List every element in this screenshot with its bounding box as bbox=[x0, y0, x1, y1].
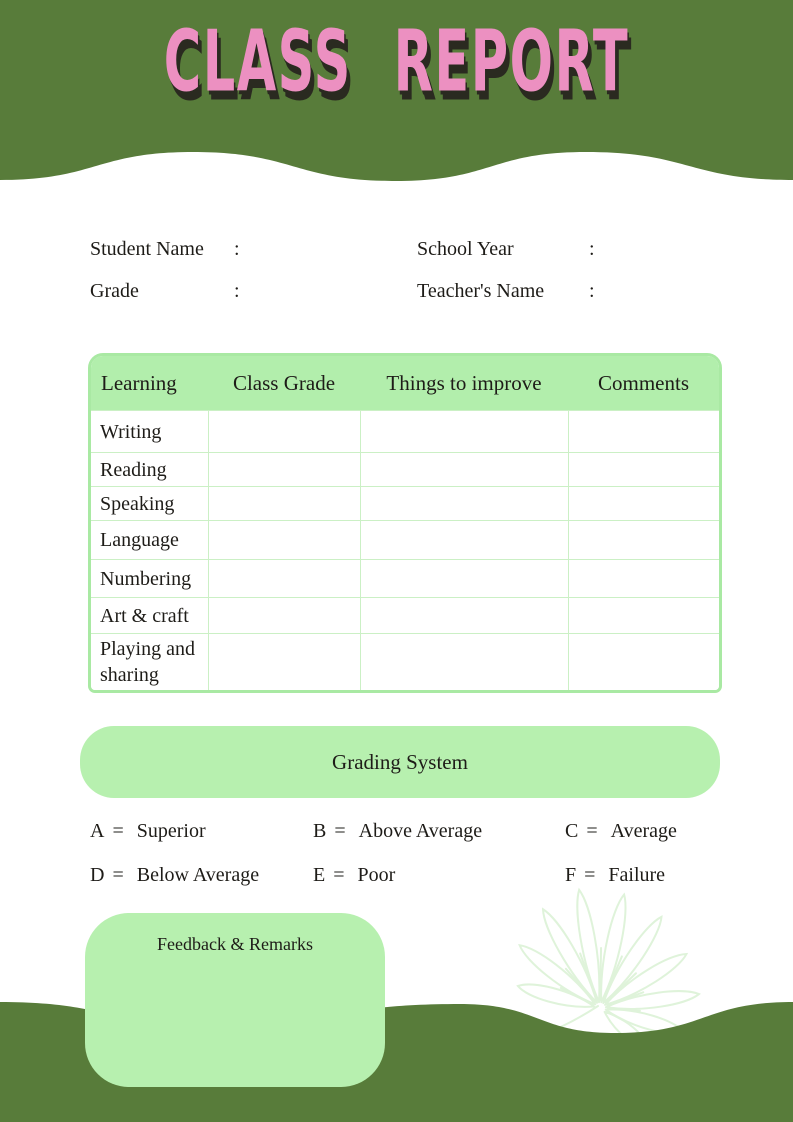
student-name-label: Student Name bbox=[90, 238, 204, 260]
grade-letter: C bbox=[565, 820, 579, 842]
table-header-row bbox=[91, 356, 719, 411]
cell-comments[interactable] bbox=[568, 598, 719, 634]
student-name-field bbox=[90, 236, 417, 263]
cell-comments[interactable] bbox=[568, 634, 719, 691]
legend-entry-d bbox=[90, 864, 313, 887]
school-year-label: School Year bbox=[417, 238, 514, 260]
equals-sign: = bbox=[112, 864, 124, 886]
cell-comments[interactable] bbox=[568, 560, 719, 598]
row-label: Language bbox=[91, 521, 208, 560]
cell-things-to-improve[interactable] bbox=[360, 634, 568, 691]
cell-class-grade[interactable] bbox=[208, 411, 360, 453]
feedback-title: Feedback & Remarks bbox=[157, 934, 313, 954]
grade-letter: F bbox=[565, 864, 577, 886]
grade-meaning: Above Average bbox=[358, 820, 483, 842]
header-things-to-improve: Things to improve bbox=[360, 356, 568, 411]
grade-field bbox=[90, 278, 417, 305]
cell-things-to-improve[interactable] bbox=[360, 487, 568, 521]
grade-meaning: Failure bbox=[608, 864, 666, 886]
cell-class-grade[interactable] bbox=[208, 598, 360, 634]
grade-label: Grade bbox=[90, 280, 139, 302]
table-row bbox=[91, 487, 719, 521]
grade-meaning: Poor bbox=[357, 864, 396, 886]
cell-things-to-improve[interactable] bbox=[360, 598, 568, 634]
equals-sign: = bbox=[586, 820, 598, 842]
cell-class-grade[interactable] bbox=[208, 634, 360, 691]
table-row bbox=[91, 453, 719, 487]
student-name-value[interactable] bbox=[248, 236, 417, 263]
table-row bbox=[91, 598, 719, 634]
cell-comments[interactable] bbox=[568, 453, 719, 487]
table-row bbox=[91, 634, 719, 691]
header-class-grade: Class Grade bbox=[208, 356, 360, 411]
equals-sign: = bbox=[112, 820, 124, 842]
table-row bbox=[91, 560, 719, 598]
cell-class-grade[interactable] bbox=[208, 560, 360, 598]
grade-meaning: Superior bbox=[136, 820, 206, 842]
grade-meaning: Average bbox=[610, 820, 677, 842]
legend-entry-f bbox=[565, 864, 708, 887]
colon: : bbox=[589, 238, 595, 260]
row-label: Reading bbox=[91, 453, 208, 487]
grade-meaning: Below Average bbox=[136, 864, 260, 886]
grading-system-title: Grading System bbox=[332, 749, 468, 774]
equals-sign: = bbox=[334, 820, 346, 842]
row-label: Numbering bbox=[91, 560, 208, 598]
equals-sign: = bbox=[333, 864, 345, 886]
cell-comments[interactable] bbox=[568, 487, 719, 521]
colon: : bbox=[234, 238, 240, 260]
student-info bbox=[90, 236, 717, 305]
legend-row bbox=[90, 820, 708, 843]
legend-entry-b bbox=[313, 820, 565, 843]
cell-class-grade[interactable] bbox=[208, 453, 360, 487]
cell-comments[interactable] bbox=[568, 411, 719, 453]
cell-things-to-improve[interactable] bbox=[360, 560, 568, 598]
teacher-name-field bbox=[417, 278, 717, 305]
cell-things-to-improve[interactable] bbox=[360, 521, 568, 560]
cell-comments[interactable] bbox=[568, 521, 719, 560]
cell-class-grade[interactable] bbox=[208, 487, 360, 521]
legend-row bbox=[90, 864, 708, 887]
header-learning: Learning bbox=[91, 356, 208, 411]
row-label: Speaking bbox=[91, 487, 208, 521]
row-label: Writing bbox=[91, 411, 208, 453]
header-comments: Comments bbox=[568, 356, 719, 411]
colon: : bbox=[234, 280, 240, 302]
page-title: CLASS REPORT bbox=[163, 13, 630, 112]
school-year-value[interactable] bbox=[603, 236, 717, 263]
equals-sign: = bbox=[584, 864, 596, 886]
grading-legend bbox=[90, 820, 708, 908]
grade-letter: E bbox=[313, 864, 326, 886]
table-row bbox=[91, 521, 719, 560]
colon: : bbox=[589, 280, 595, 302]
cell-class-grade[interactable] bbox=[208, 521, 360, 560]
table-row bbox=[91, 411, 719, 453]
teacher-name-label: Teacher's Name bbox=[417, 280, 545, 302]
grade-letter: D bbox=[90, 864, 105, 886]
cell-things-to-improve[interactable] bbox=[360, 453, 568, 487]
grade-letter: B bbox=[313, 820, 327, 842]
cell-things-to-improve[interactable] bbox=[360, 411, 568, 453]
legend-entry-c bbox=[565, 820, 708, 843]
grading-system-banner bbox=[80, 726, 720, 798]
legend-entry-a bbox=[90, 820, 313, 843]
grade-letter: A bbox=[90, 820, 105, 842]
teacher-name-value[interactable] bbox=[603, 278, 717, 305]
row-label: Art & craft bbox=[91, 598, 208, 634]
report-table bbox=[88, 353, 722, 693]
feedback-remarks-box[interactable] bbox=[85, 913, 385, 1087]
row-label: Playing and sharing bbox=[91, 634, 208, 691]
school-year-field bbox=[417, 236, 717, 263]
legend-entry-e bbox=[313, 864, 565, 887]
grade-value[interactable] bbox=[248, 278, 417, 305]
